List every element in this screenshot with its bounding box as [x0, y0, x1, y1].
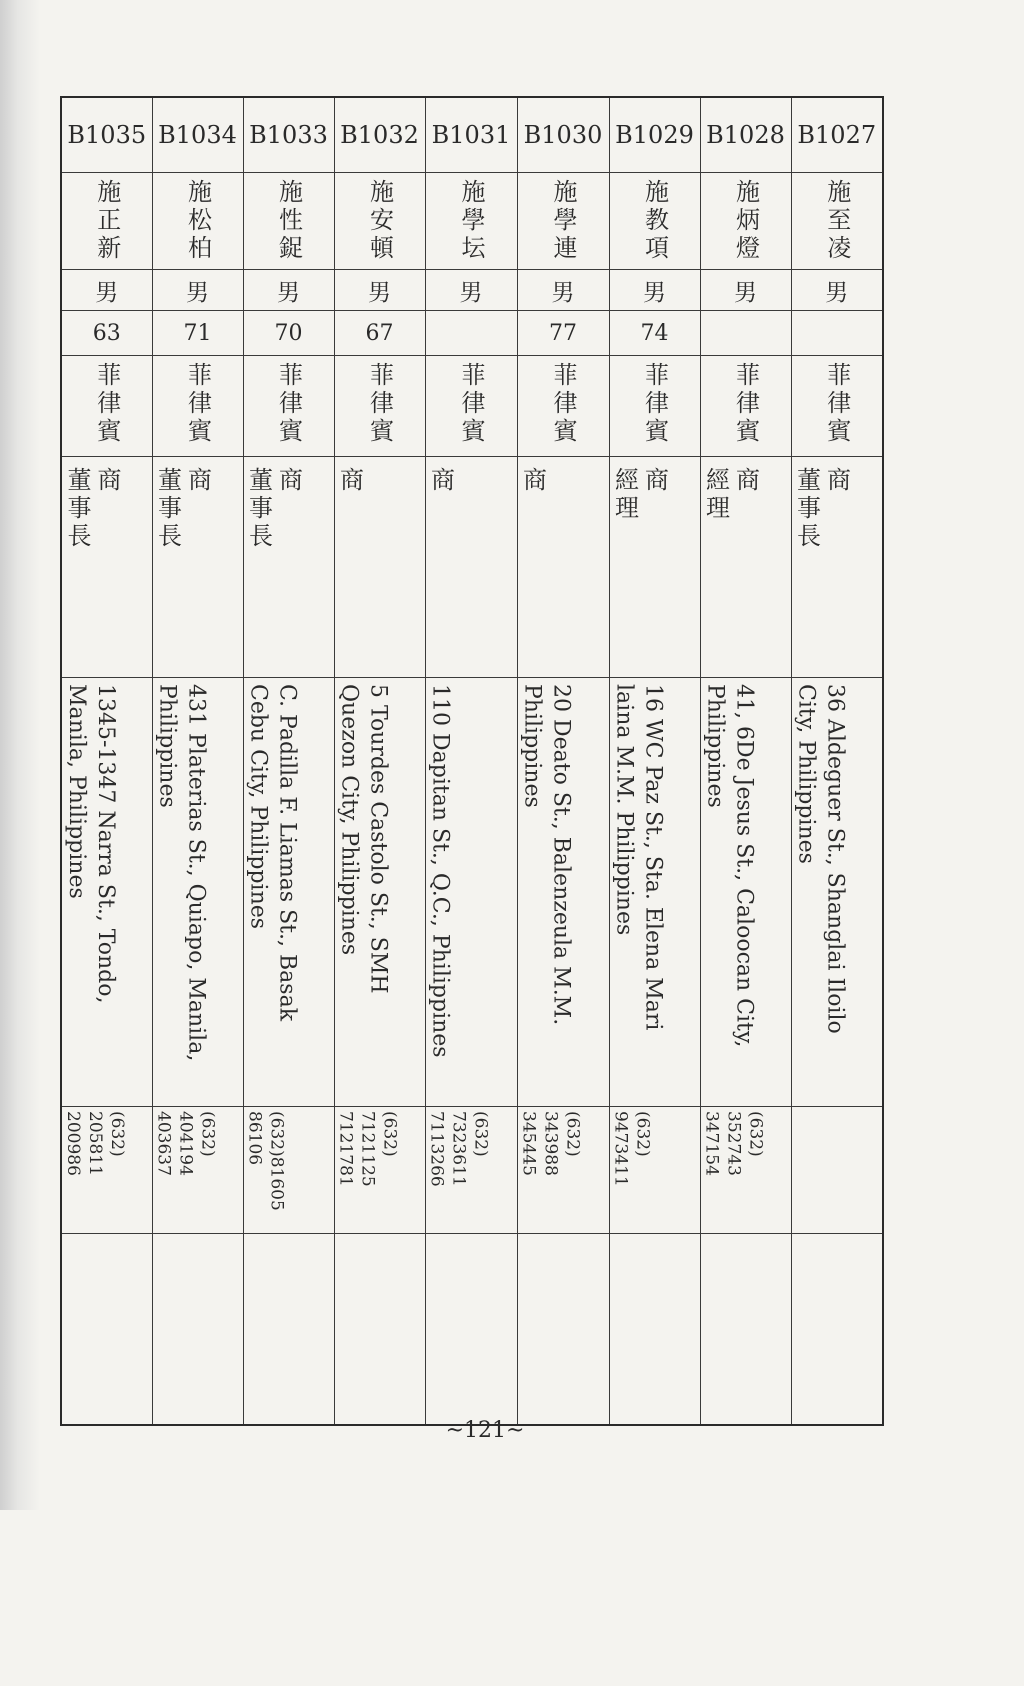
occupation-text: 商: [518, 467, 547, 495]
nationality-text: 菲律賓: [365, 362, 394, 446]
address-text: 16 WC Paz St., Sta. Elena Mari laina M.M. Philippines: [611, 684, 666, 1031]
cell-sex: 男: [700, 270, 791, 311]
cell-name: [152, 173, 243, 270]
cell-occupation: [425, 457, 517, 678]
cell-sex: 男: [609, 270, 700, 311]
phone-text: [792, 1107, 796, 1233]
cell-occupation: [609, 457, 700, 678]
cell-age: 70: [243, 311, 334, 356]
row-age: [61, 311, 883, 356]
cell-sex: 男: [243, 270, 334, 311]
page-number: ~121~: [445, 1418, 525, 1443]
cell-id: B1030: [517, 97, 609, 173]
cell-name: [425, 173, 517, 270]
phone-text: (632) 7121125 7121781: [335, 1111, 400, 1187]
cell-nationality: [517, 356, 609, 457]
row-remarks: [61, 1234, 883, 1426]
row-nationality: [61, 356, 883, 457]
name-text: 施炳燈: [731, 179, 760, 263]
address-text: 431 Platerias St., Quiapo, Manila, Philippines: [154, 684, 209, 1062]
phone-text: (632) 343988 345445: [518, 1111, 583, 1176]
cell-occupation: [700, 457, 791, 678]
cell-nationality: [334, 356, 425, 457]
phone-text: (632)81605 86106: [244, 1111, 287, 1211]
cell-sex: 男: [334, 270, 425, 311]
cell-phone: [152, 1107, 243, 1234]
name-text: 施學連: [549, 179, 577, 263]
row-phone: [61, 1107, 883, 1234]
cell-age: [700, 311, 791, 356]
cell-remarks: [700, 1234, 791, 1426]
name-text: 施正新: [92, 179, 121, 263]
cell-age: 77: [517, 311, 609, 356]
occupation-text: 商 董事長: [153, 467, 212, 551]
cell-occupation: [152, 457, 243, 678]
name-text: 施性鋜: [274, 179, 303, 263]
cell-id: B1033: [243, 97, 334, 173]
cell-id: B1035: [61, 97, 152, 173]
cell-sex: 男: [517, 270, 609, 311]
address-text: 5 Tourdes Castolo St., SMH Quezon City, Philippines: [336, 684, 391, 994]
occupation-text: 商 董事長: [244, 467, 303, 551]
nationality-text: 菲律賓: [822, 362, 851, 446]
occupation-text: 商 經理: [701, 467, 760, 523]
cell-name: [517, 173, 609, 270]
nationality-text: 菲律賓: [640, 362, 669, 446]
address-text: 20 Deato St., Balenzeula M.M. Philippines: [519, 684, 574, 1026]
cell-address: [334, 678, 425, 1107]
cell-name: [700, 173, 791, 270]
cell-remarks: [152, 1234, 243, 1426]
cell-nationality: [152, 356, 243, 457]
occupation-text: 商 經理: [610, 467, 669, 523]
name-text: 施松柏: [183, 179, 212, 263]
cell-nationality: [425, 356, 517, 457]
cell-address: [243, 678, 334, 1107]
cell-phone: [700, 1107, 791, 1234]
cell-address: [152, 678, 243, 1107]
cell-nationality: [243, 356, 334, 457]
row-name: [61, 173, 883, 270]
name-text: 施學坛: [457, 179, 485, 263]
cell-address: [61, 678, 152, 1107]
cell-remarks: [791, 1234, 883, 1426]
nationality-text: 菲律賓: [183, 362, 212, 446]
cell-name: [609, 173, 700, 270]
cell-phone: [61, 1107, 152, 1234]
cell-age: 63: [61, 311, 152, 356]
cell-name: [243, 173, 334, 270]
cell-phone: [791, 1107, 883, 1234]
cell-nationality: [791, 356, 883, 457]
address-text: 1345-1347 Narra St., Tondo, Manila, Philippines: [64, 684, 118, 1004]
name-text: 施安頓: [365, 179, 394, 263]
cell-age: [425, 311, 517, 356]
book-spine-shadow: [0, 0, 40, 1510]
cell-remarks: [243, 1234, 334, 1426]
name-text: 施教項: [640, 179, 669, 263]
nationality-text: 菲律賓: [731, 362, 760, 446]
address-text: 110 Dapitan St., Q.C., Philippines: [427, 684, 453, 1058]
phone-text: (632) 404194 403637: [153, 1111, 218, 1176]
cell-id: B1032: [334, 97, 425, 173]
phone-text: (632) 205811 200986: [63, 1111, 127, 1176]
phone-text: (632) 352743 347154: [701, 1111, 766, 1176]
cell-sex: 男: [61, 270, 152, 311]
cell-address: [609, 678, 700, 1107]
cell-age: 67: [334, 311, 425, 356]
cell-name: [334, 173, 425, 270]
cell-id: B1028: [700, 97, 791, 173]
row-sex: [61, 270, 883, 311]
cell-age: 74: [609, 311, 700, 356]
cell-remarks: [334, 1234, 425, 1426]
cell-id: B1027: [791, 97, 883, 173]
cell-phone: [243, 1107, 334, 1234]
address-text: 41, 6De Jesus St., Caloocan City, Philippines: [702, 684, 757, 1048]
cell-address: [425, 678, 517, 1107]
cell-sex: 男: [425, 270, 517, 311]
cell-nationality: [700, 356, 791, 457]
cell-id: B1031: [425, 97, 517, 173]
name-text: 施至凌: [822, 179, 851, 263]
cell-name: [61, 173, 152, 270]
nationality-text: 菲律賓: [274, 362, 303, 446]
cell-phone: [425, 1107, 517, 1234]
row-id: [61, 97, 883, 173]
cell-sex: 男: [791, 270, 883, 311]
cell-age: [791, 311, 883, 356]
cell-id: B1034: [152, 97, 243, 173]
cell-phone: [334, 1107, 425, 1234]
cell-name: [791, 173, 883, 270]
cell-sex: 男: [152, 270, 243, 311]
cell-occupation: [61, 457, 152, 678]
cell-remarks: [517, 1234, 609, 1426]
phone-text: (632) 9473411: [610, 1111, 653, 1187]
row-address: [61, 678, 883, 1107]
phone-text: (632) 7323611 7113266: [426, 1111, 491, 1187]
cell-occupation: [791, 457, 883, 678]
cell-remarks: [425, 1234, 517, 1426]
registry-table: [60, 96, 882, 1686]
cell-remarks: [609, 1234, 700, 1426]
cell-occupation: [334, 457, 425, 678]
cell-address: [517, 678, 609, 1107]
nationality-text: 菲律賓: [92, 362, 121, 446]
nationality-text: 菲律賓: [549, 362, 577, 446]
nationality-text: 菲律賓: [457, 362, 485, 446]
cell-nationality: [609, 356, 700, 457]
occupation-text: 商: [426, 467, 455, 495]
cell-occupation: [517, 457, 609, 678]
cell-remarks: [61, 1234, 152, 1426]
cell-address: [791, 678, 883, 1107]
occupation-text: 商 董事長: [792, 467, 851, 551]
occupation-text: 商: [335, 467, 364, 495]
address-text: C. Padilla F. Liamas St., Basak Cebu City, Philippines: [245, 684, 300, 1022]
cell-address: [700, 678, 791, 1107]
cell-id: B1029: [609, 97, 700, 173]
cell-occupation: [243, 457, 334, 678]
address-text: 36 Aldeguer St., Shanglai Iloilo City, Philippines: [793, 684, 848, 1034]
cell-phone: [609, 1107, 700, 1234]
cell-phone: [517, 1107, 609, 1234]
occupation-text: 商 董事長: [63, 467, 121, 551]
cell-nationality: [61, 356, 152, 457]
row-occupation: [61, 457, 883, 678]
cell-age: 71: [152, 311, 243, 356]
